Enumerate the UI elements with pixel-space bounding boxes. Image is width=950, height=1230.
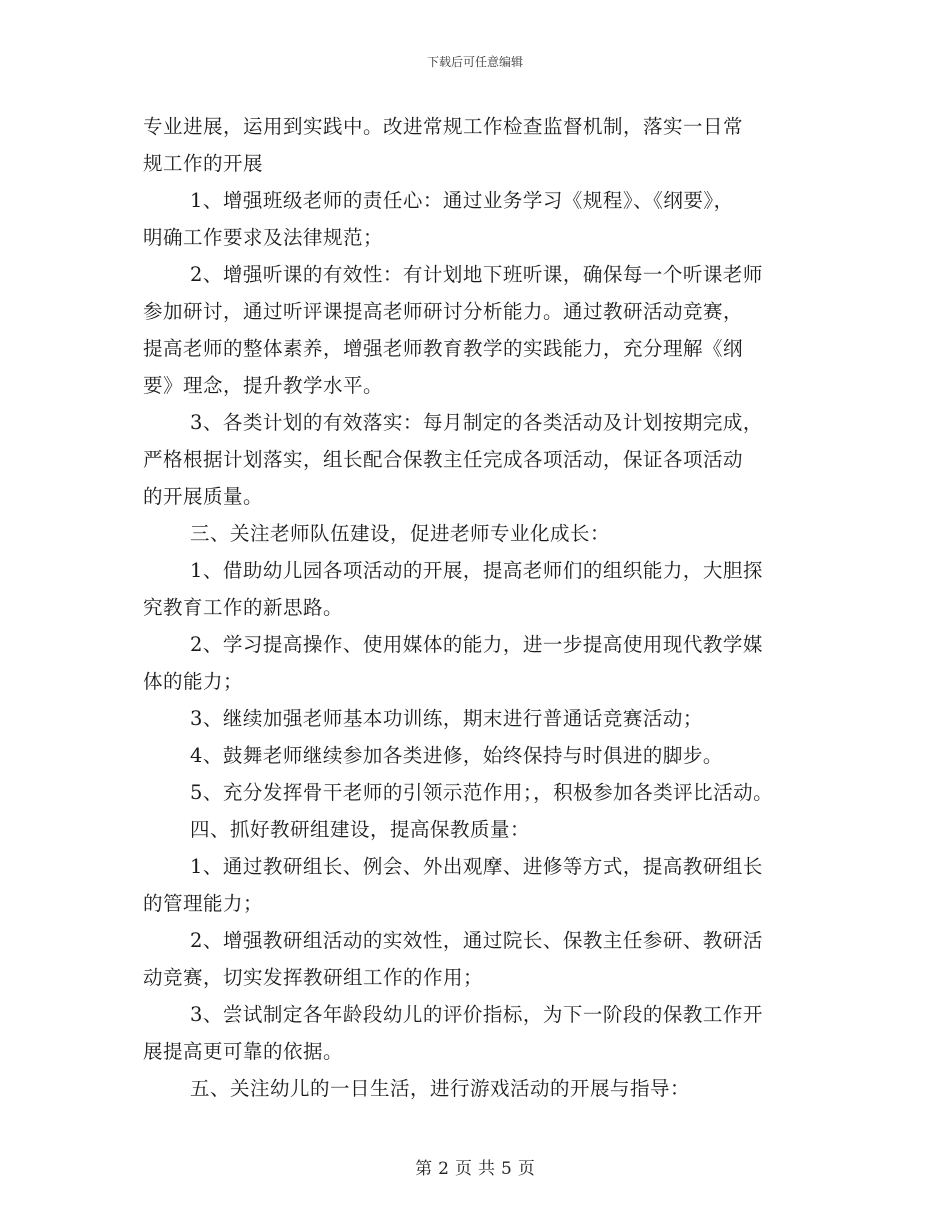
text-line: 5、充分发挥骨干老师的引领示范作用；，积极参加各类评比活动。	[190, 781, 774, 804]
text-line: 四、抓好教研组建设，提高保教质量：	[190, 818, 531, 841]
text-line: 参加研讨，通过听评课提高老师研讨分析能力。通过教研活动竞赛，	[143, 300, 744, 323]
text-line: 展提高更可靠的依据。	[143, 1040, 344, 1063]
text-line: 动竞赛，切实发挥教研组工作的作用；	[143, 966, 484, 989]
text-line: 严格根据计划落实，组长配合保教主任完成各项活动，保证各项活动	[143, 448, 744, 471]
page-current: 2	[438, 1159, 449, 1179]
text-line: 2、学习提高操作、使用媒体的能力，进一步提高使用现代教学媒	[190, 633, 763, 656]
text-line: 2、增强听课的有效性：有计划地下班听课，确保每一个听课老师	[190, 263, 763, 286]
text-line: 专业进展，运用到实践中。改进常规工作检查监督机制，落实一日常	[143, 115, 744, 138]
text-line: 究教育工作的新思路。	[143, 596, 344, 619]
text-line: 体的能力；	[143, 670, 244, 693]
text-line: 3、各类计划的有效落实：每月制定的各类活动及计划按期完成，	[190, 411, 763, 434]
text-line: 要》理念，提升教学水平。	[143, 374, 384, 397]
text-line: 3、继续加强老师基本功训练，期末进行普通话竞赛活动；	[190, 707, 703, 730]
text-line: 3、尝试制定各年龄段幼儿的评价指标，为下一阶段的保教工作开	[190, 1003, 763, 1026]
text-line: 的开展质量。	[143, 485, 264, 508]
total-unit: 页	[517, 1159, 535, 1179]
text-line: 明确工作要求及法律规范；	[143, 226, 384, 249]
page-prefix: 第	[415, 1159, 433, 1179]
page-footer	[0, 1154, 950, 1179]
total-prefix: 共	[478, 1159, 495, 1179]
text-line: 1、增强班级老师的责任心：通过业务学习《规程》、《纲要》，	[190, 189, 734, 212]
text-line: 五、关注幼儿的一日生活，进行游戏活动的开展与指导：	[190, 1077, 691, 1100]
text-line: 4、鼓舞老师继续参加各类进修，始终保持与时俱进的脚步。	[190, 744, 723, 767]
page-total: 5	[501, 1159, 512, 1179]
text-line: 的管理能力；	[143, 892, 264, 915]
page-header: 下载后可任意编辑	[426, 55, 523, 69]
text-line: 规工作的开展	[143, 152, 264, 175]
document-body	[143, 108, 843, 1107]
text-line: 提高老师的整体素养，增强老师教育教学的实践能力，充分理解《纲	[143, 337, 744, 360]
text-line: 1、借助幼儿园各项活动的开展，提高老师们的组织能力，大胆探	[190, 559, 763, 582]
page-unit: 页	[455, 1159, 472, 1179]
text-line: 2、增强教研组活动的实效性，通过院长、保教主任参研、教研活	[190, 929, 763, 952]
text-line: 1、通过教研组长、例会、外出观摩、进修等方式，提高教研组长	[190, 855, 763, 878]
text-line: 三、关注老师队伍建设，促进老师专业化成长：	[190, 522, 611, 545]
